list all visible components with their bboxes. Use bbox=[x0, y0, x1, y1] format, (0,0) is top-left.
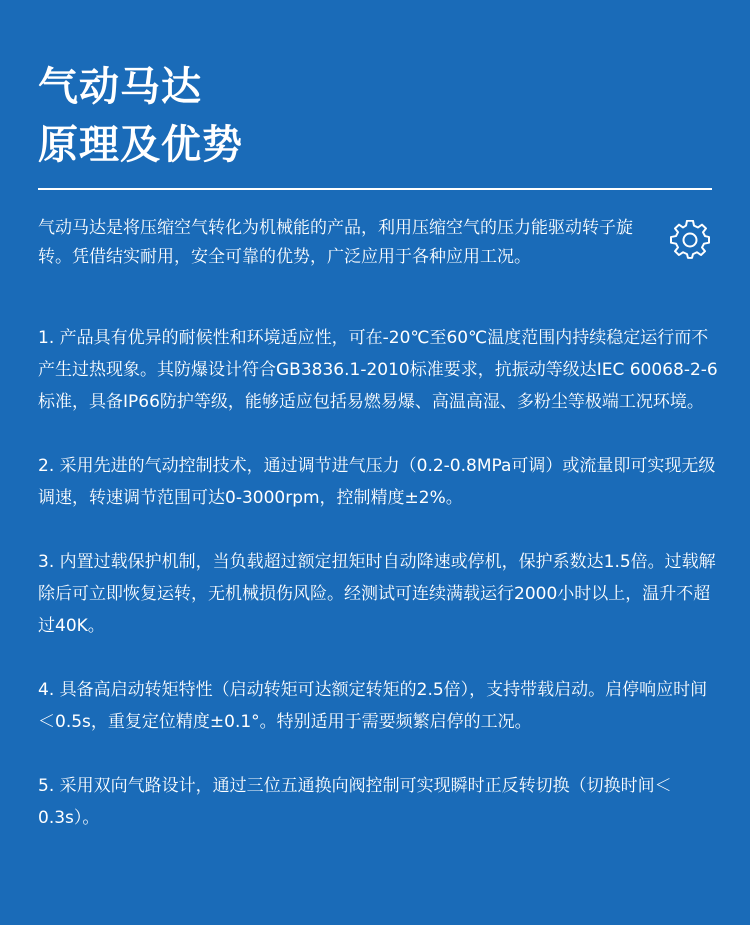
page-title bbox=[38, 58, 243, 174]
feature-item-4: 4. 具备高启动转矩特性（启动转矩可达额定转矩的2.5倍），支持带载启动。启停响应时间＜0.5s，重复定位精度±0.1°。特别适用于需要频繁启停的工况。 bbox=[38, 680, 708, 732]
title-divider bbox=[38, 188, 712, 190]
feature-item-3: 3. 内置过载保护机制，当负载超过额定扭矩时自动降速或停机，保护系数达1.5倍。过载解除后可立即恢复运转，无机械损伤风险。经测试可连续满载运行2000小时以上，温升不超过40K。 bbox=[38, 552, 716, 636]
feature-list bbox=[38, 322, 718, 866]
gear-icon bbox=[670, 220, 710, 260]
feature-item-2: 2. 采用先进的气动控制技术，通过调节进气压力（0.2-0.8MPa可调）或流量即可实现无级调速，转速调节范围可达0-3000rpm，控制精度±2%。 bbox=[38, 456, 716, 508]
intro-paragraph: 气动马达是将压缩空气转化为机械能的产品，利用压缩空气的压力能驱动转子旋转。凭借结实耐用，安全可靠的优势，广泛应用于各种应用工况。 bbox=[38, 218, 633, 267]
title-line-2: 原理及优势 bbox=[38, 122, 243, 168]
feature-item-1: 1. 产品具有优异的耐候性和环境适应性，可在-20℃至60℃温度范围内持续稳定运行而不产生过热现象。其防爆设计符合GB3836.1-2010标准要求，抗振动等级达IEC 60068-2-6标准，具备IP66防护等级，能够适应包括易燃易爆、高温高湿、多粉尘等极端工况环境。 bbox=[38, 328, 718, 412]
title-line-1: 气动马达 bbox=[38, 64, 202, 110]
feature-item-5: 5. 采用双向气路设计，通过三位五通换向阀控制可实现瞬时正反转切换（切换时间＜0.3s）。 bbox=[38, 776, 672, 828]
